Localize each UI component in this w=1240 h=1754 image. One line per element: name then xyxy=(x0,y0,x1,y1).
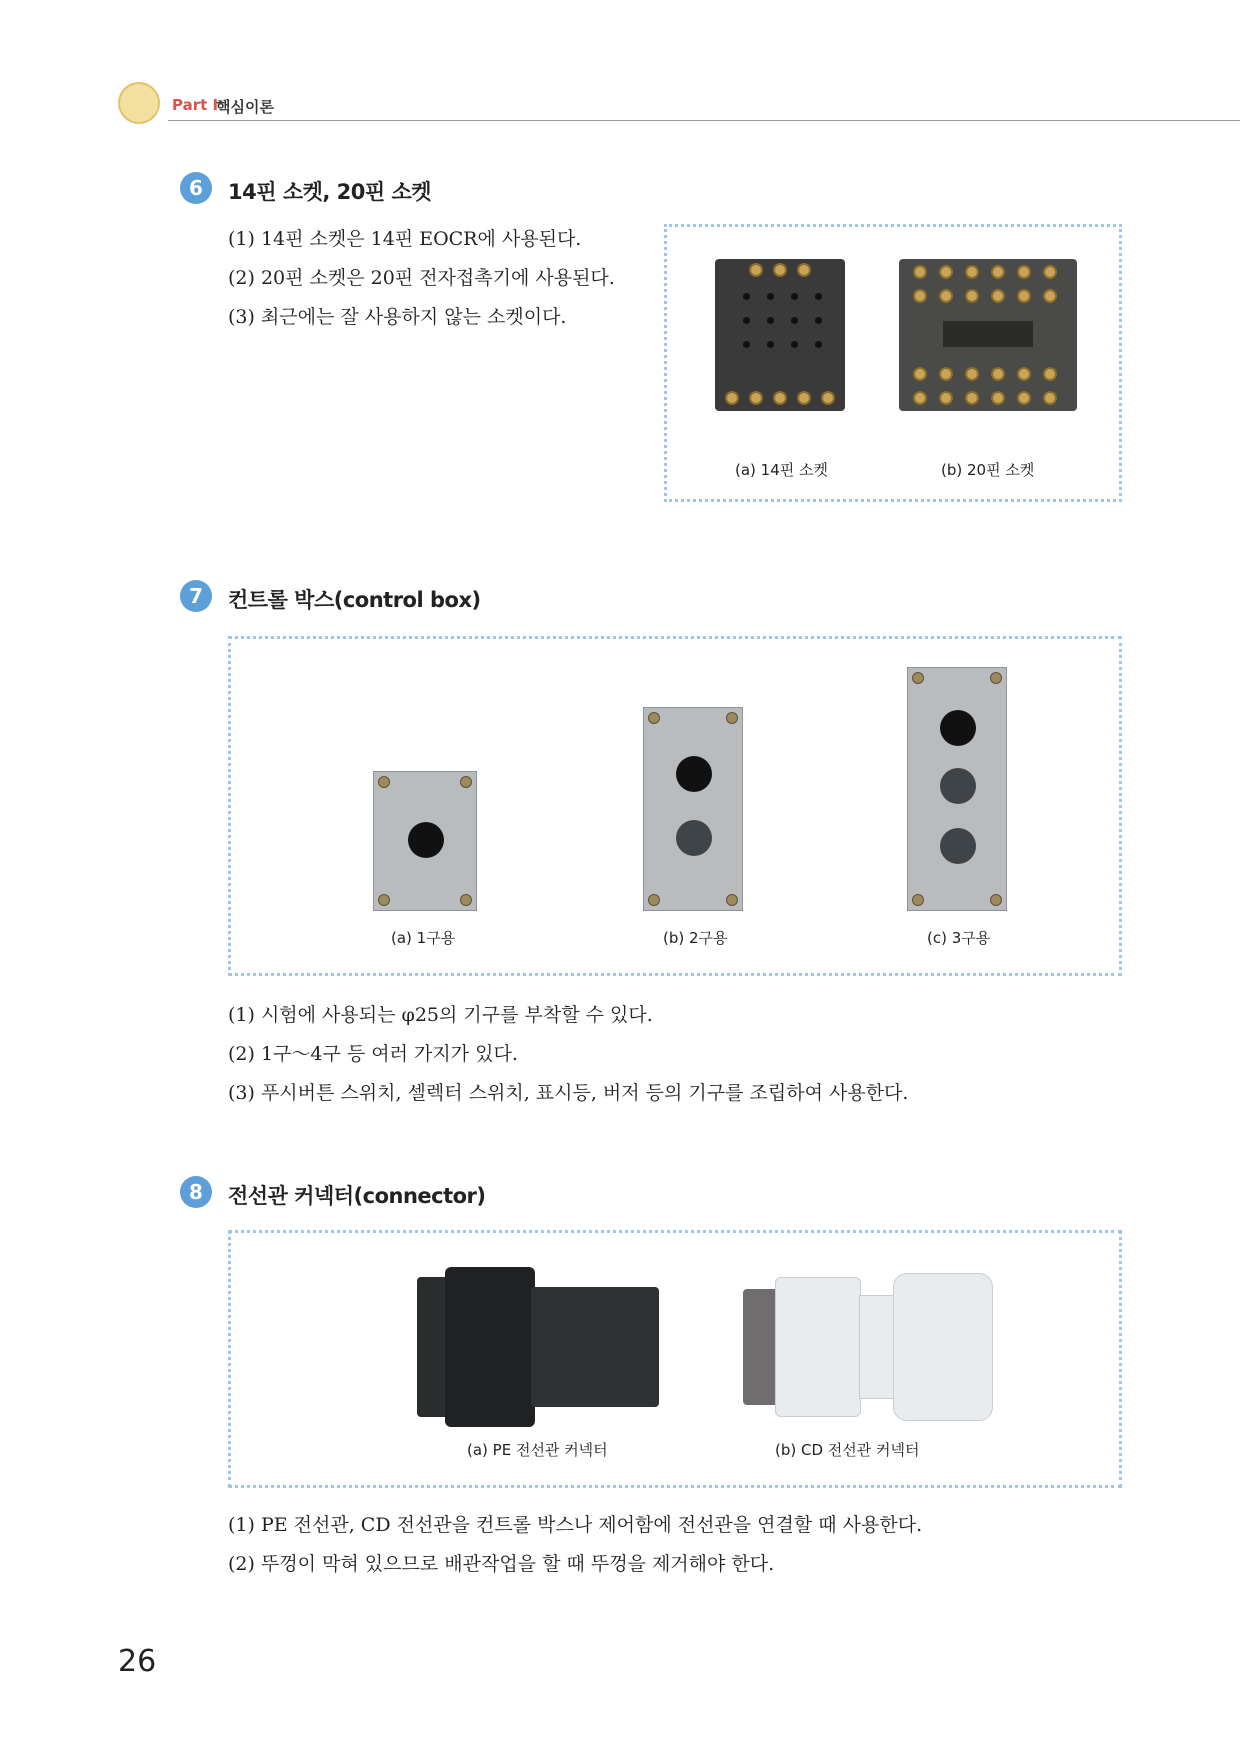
cd-connector-cap-image xyxy=(893,1273,993,1421)
section-7-item-1: (1) 시험에 사용되는 φ25의 기구를 부착할 수 있다. xyxy=(228,1004,653,1026)
section-7-number: 7 xyxy=(180,580,212,612)
pe-connector-pipe-image xyxy=(531,1287,659,1407)
caption-20-pin-socket: (b) 20핀 소켓 xyxy=(941,461,1035,479)
section-6-item-2: (2) 20핀 소켓은 20핀 전자접촉기에 사용된다. xyxy=(228,267,615,289)
caption-pe-connector: (a) PE 전선관 커넥터 xyxy=(467,1441,608,1459)
pe-connector-body-image xyxy=(445,1267,535,1427)
header-part: Part Ⅰ xyxy=(172,96,219,114)
section-6-item-3: (3) 최근에는 잘 사용하지 않는 소켓이다. xyxy=(228,306,567,328)
control-box-1-hole-image xyxy=(373,771,477,911)
caption-3-hole-box: (c) 3구용 xyxy=(927,929,991,947)
section-7-title: 컨트롤 박스(control box) xyxy=(228,588,481,612)
section-6-number: 6 xyxy=(180,172,212,204)
section-6-title: 14핀 소켓, 20핀 소켓 xyxy=(228,180,432,204)
section-8-item-1: (1) PE 전선관, CD 전선관을 컨트롤 박스나 제어함에 전선관을 연결할 때 사용한다. xyxy=(228,1514,923,1536)
header-logo-icon xyxy=(118,82,160,124)
section-8-title: 전선관 커넥터(connector) xyxy=(228,1184,486,1208)
cd-connector-nut-image xyxy=(743,1289,779,1405)
section-6-figure xyxy=(664,224,1122,502)
section-6-item-1: (1) 14핀 소켓은 14핀 EOCR에 사용된다. xyxy=(228,228,582,250)
section-8-number: 8 xyxy=(180,1176,212,1208)
header-title: 핵심이론 xyxy=(216,98,274,116)
socket-20-pin-image xyxy=(899,259,1077,411)
caption-14-pin-socket: (a) 14핀 소켓 xyxy=(735,461,828,479)
caption-1-hole-box: (a) 1구용 xyxy=(391,929,456,947)
control-box-3-hole-image xyxy=(907,667,1007,911)
section-8-item-2: (2) 뚜껑이 막혀 있으므로 배관작업을 할 때 뚜껑을 제거해야 한다. xyxy=(228,1553,775,1575)
section-7-figure xyxy=(228,636,1122,976)
page-number: 26 xyxy=(118,1644,157,1679)
header-divider xyxy=(168,120,1240,121)
cd-connector-body-image xyxy=(775,1277,861,1417)
section-7-item-3: (3) 푸시버튼 스위치, 셀렉터 스위치, 표시등, 버저 등의 기구를 조립하여 사용한다. xyxy=(228,1082,909,1104)
control-box-2-hole-image xyxy=(643,707,743,911)
section-8-figure xyxy=(228,1230,1122,1488)
caption-2-hole-box: (b) 2구용 xyxy=(663,929,728,947)
section-7-item-2: (2) 1구～4구 등 여러 가지가 있다. xyxy=(228,1043,518,1065)
cd-connector-neck-image xyxy=(859,1295,895,1399)
caption-cd-connector: (b) CD 전선관 커넥터 xyxy=(775,1441,920,1459)
socket-14-pin-image xyxy=(715,259,845,411)
